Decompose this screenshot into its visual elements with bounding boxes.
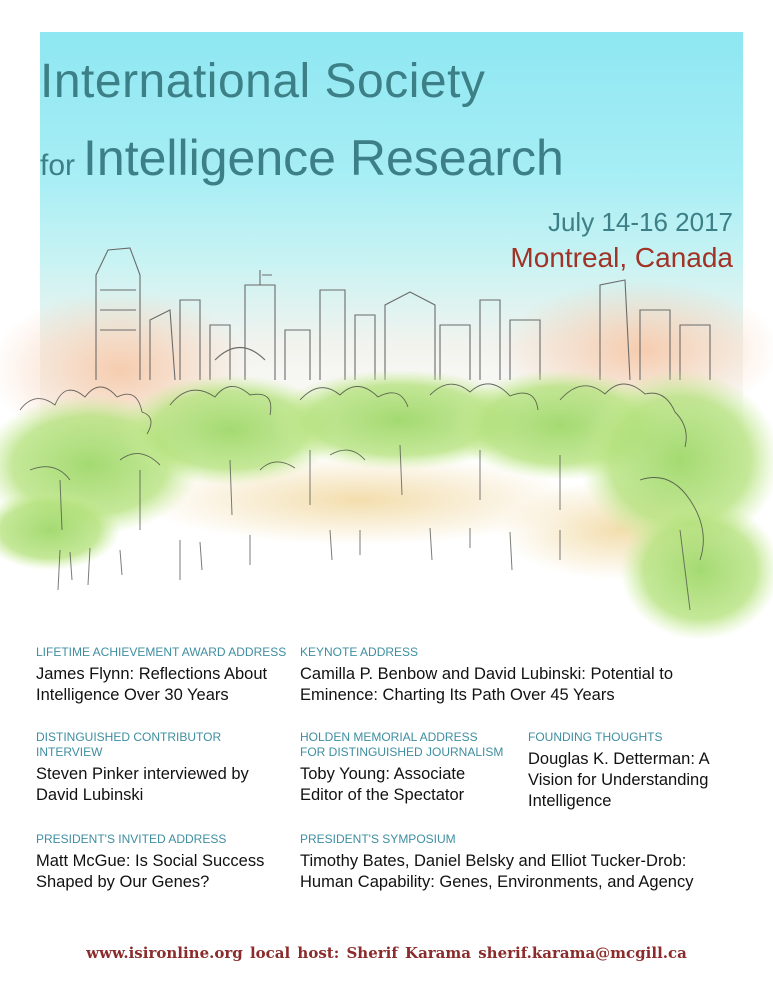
event-date: July 14-16 2017 <box>547 207 733 237</box>
session-presidents-symposium <box>300 832 720 893</box>
session-text: James Flynn: Reflections About Intelligence Over 30 Years <box>36 665 268 704</box>
session-text: Toby Young: Associate Editor of the Spectator <box>300 765 466 804</box>
session-presidents-invited <box>36 832 286 893</box>
page-title-line1: International Society <box>40 55 486 108</box>
page-title-line2 <box>40 130 564 186</box>
session-heading: PRESIDENT'S SYMPOSIUM <box>300 832 456 846</box>
event-location: Montreal, Canada <box>510 242 733 273</box>
session-text: Camilla P. Benbow and David Lubinski: Potential to Eminence: Charting Its Path Over 45 Years <box>300 665 673 704</box>
session-text: Matt McGue: Is Social Success Shaped by Our Genes? <box>36 852 265 891</box>
session-heading: PRESIDENT'S INVITED ADDRESS <box>36 832 227 846</box>
title-prefix: for <box>40 149 76 182</box>
session-heading: HOLDEN MEMORIAL ADDRESS FOR DISTINGUISHED JOURNALISM <box>300 730 504 759</box>
park-skyline-illustration <box>0 230 773 650</box>
session-distinguished-contributor <box>36 730 276 806</box>
session-keynote <box>300 645 700 706</box>
session-founding-thoughts <box>528 730 728 812</box>
session-text: Steven Pinker interviewed by David Lubinski <box>36 765 249 804</box>
session-text: Timothy Bates, Daniel Belsky and Elliot Tucker-Drob: Human Capability: Genes, Environments, and Agency <box>300 852 694 891</box>
session-lifetime-achievement <box>36 645 296 706</box>
session-text: Douglas K. Detterman: A Vision for Understanding Intelligence <box>528 750 709 810</box>
footer-contact: www.isironline.org local host: Sherif Karama sherif.karama@mcgill.ca <box>86 944 687 962</box>
session-heading: LIFETIME ACHIEVEMENT AWARD ADDRESS <box>36 645 287 659</box>
session-holden-memorial <box>300 730 505 806</box>
session-heading: KEYNOTE ADDRESS <box>300 645 419 659</box>
title-main: Intelligence Research <box>83 130 564 186</box>
session-heading: FOUNDING THOUGHTS <box>528 730 663 744</box>
session-heading: DISTINGUISHED CONTRIBUTOR INTERVIEW <box>36 730 222 759</box>
